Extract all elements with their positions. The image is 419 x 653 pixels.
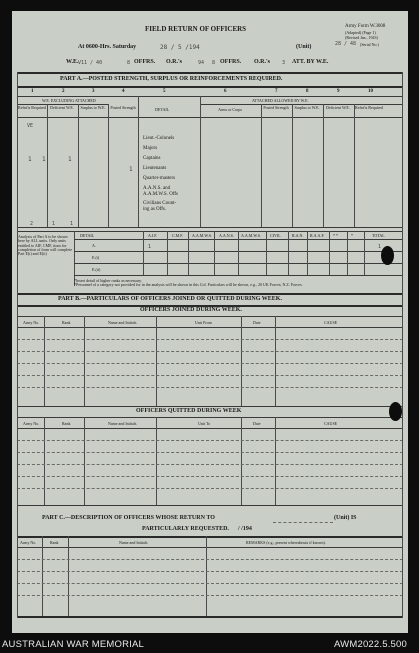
col-num-1: 1 [31,89,34,94]
joined-title: OFFICERS JOINED DURING WEEK. [140,307,242,313]
unit-label: (Unit) [296,44,312,50]
col-line [84,417,85,505]
col-line [238,231,239,275]
rule [17,96,403,97]
joined-col-unit: Unit From [195,320,212,325]
col-num-2: 2 [62,89,65,94]
col-num-7: 7 [275,89,278,94]
partc-col-rank: Rank [50,540,59,545]
col-line [329,231,330,275]
or-label: O.R.'s [166,59,183,65]
analysis-note: Analysis of Part A to be shown here by ALL units. Only units entitled to AIF, CMF, tions for completion of form will complete Part E(i) and E(ii) [18,234,72,257]
col-line [138,96,139,228]
col-line [188,231,189,275]
col-line [241,316,242,406]
or-value: 94 [198,60,205,66]
or2-value: 3 [282,60,286,66]
form-sheet [12,11,408,633]
analysis-row-a: A. [92,243,96,248]
rule [17,547,403,548]
row-line [17,339,403,340]
rule [17,505,403,506]
analysis-row-ei: E.(i) [92,255,100,260]
footnote-2: *Personnel of a category not provided for in the analysis will be shown in this Col. Particulars will be shown, e.g., 20 UK Forces; N.Z. Forces. [74,282,303,287]
joined-col-name: Name and Initials [108,320,137,325]
serial-value: 28 / 48 [335,41,357,47]
serial-label: (Serial No.) [360,42,379,47]
analysis-head-civil: CIVIL [270,233,281,238]
row-line [17,595,403,596]
col-num-3: 3 [92,89,95,94]
rule [17,293,403,295]
unit-blank[interactable] [273,522,333,523]
col-line [206,536,207,617]
hand-one-c: 1 [68,156,72,163]
quitted-col-rank: Rank [62,421,71,426]
at-line: At 0600-Hrs. Saturday [78,44,137,50]
or2-label: O.R.'s [254,59,271,65]
rule [17,616,403,618]
row-line [17,476,403,477]
quitted-col-name: Name and Initials [108,421,137,426]
archive-credit: AUSTRALIAN WAR MEMORIAL [2,639,145,650]
joined-col-rank: Rank [62,320,71,325]
quitted-col-date: Date [253,421,261,426]
col10-head: Refnt'ts Required [355,105,383,110]
row-line [17,440,403,441]
hand-tot-1: 2 [30,221,34,227]
rule [17,227,403,228]
col9-head: Deficient W.E. [326,105,350,110]
col4-head: Posted Strength [110,105,136,110]
col-line [200,96,201,228]
col-line [167,231,168,275]
col-line [364,231,365,275]
rule [17,536,403,538]
punch-hole [381,246,394,265]
footnote-1: *Insert detail of higher ranks as necessary. [74,278,142,283]
rule [17,327,403,328]
row-line [17,375,403,376]
col-line [68,536,69,617]
rule [17,117,403,118]
punch-hole [389,402,402,421]
hand-one-a: 1 [28,156,32,163]
col-line [44,417,45,505]
col-line [156,316,157,406]
col-line [323,104,324,228]
partc-col-army: Army No. [20,540,37,545]
analysis-head-aamws: A.A.M.W.S. [192,233,212,238]
we-excl-label: W.E. EXCLUDING ATTACHED [42,98,96,103]
col-line [275,316,276,406]
row-line [17,363,403,364]
col-line [354,104,355,228]
rule [74,275,403,276]
part-c-unit-is: (Unit) IS [334,515,357,521]
col-num-5: 5 [163,89,166,94]
analysis-head-total: TOTAL [372,233,385,238]
quitted-col-cause: CAUSE [324,421,338,426]
row-line [17,452,403,453]
analysis-head-aif: A.I.F. [148,233,158,238]
rule [17,86,403,88]
rank-aamws: A.A.M.W.S. Offs [143,192,179,197]
rank-qm: Quarter-masters [143,176,176,181]
hand-one-d: 1 [129,166,133,173]
col7-head: Posted Strength [263,105,289,110]
detail-label: DETAIL [155,107,170,112]
part-c-date: / /194 [238,526,252,532]
rank-majors: Majors [143,146,158,151]
rank-lieutenants: Lieutenants [143,166,167,171]
col-line [47,104,48,228]
part-a-title: PART A.—POSTED STRENGTH, SURPLUS OR REINFORCEMENTS REQUIRED. [60,76,283,82]
part-c-particularly: PARTICULARLY REQUESTED. [142,526,229,532]
col8-head: Surplus to W.E. [294,105,320,110]
offrs2-label: OFFRS. [220,59,242,65]
col-num-4: 4 [122,89,125,94]
col-line [261,104,262,228]
col-line [307,231,308,275]
analysis-head-aamws2: A.A.M.W.S. [241,233,261,238]
form-revised: (Revised Jan., 1943) [345,35,378,40]
col-line [44,316,45,406]
form-number: Army Form W.3008 [345,24,386,29]
frame-right [402,72,403,618]
we-label: W.E. [66,59,79,65]
analysis-row-eii: E.(ii) [92,267,101,272]
analysis-head-star2: * * [333,233,338,238]
rule [17,316,403,317]
row-line [17,464,403,465]
rule [17,406,403,407]
row-line [17,583,403,584]
archive-id: AWM2022.5.500 [334,639,408,650]
joined-col-date: Date [253,320,261,325]
col2-head: Deficient W.E. [50,105,74,110]
offrs-value: 8 [127,60,131,66]
form-adapted: (Adapted) (Page 1) [345,30,376,35]
col-num-9: 9 [337,89,340,94]
rank-lt-col: Lieut.-Colonels [143,136,175,141]
offrs-label: OFFRS. [134,59,156,65]
at-date: 28 / 5 /194 [160,44,200,51]
partc-col-name: Name and Initials [119,540,148,545]
part-c-title: PART C.—DESCRIPTION OF OFFICERS WHOSE RETURN TO [42,515,215,521]
rule [17,417,403,418]
analysis-head-detail: DETAIL [80,233,95,238]
analysis-head-star: * [351,233,353,238]
hand-one-b: 1 [42,156,46,163]
col-num-8: 8 [306,89,309,94]
col-line [78,104,79,228]
we-value: V11 / 40 [78,60,103,66]
col-line [288,231,289,275]
col3-head: Surplus to W.E. [80,105,106,110]
col-line [143,231,144,275]
hand-tot-2: 1 [52,221,56,227]
col1-head: Refnt'ts Required [18,105,46,110]
row-line [17,559,403,560]
analysis-head-ran: R.A.N. [292,233,304,238]
offrs2-value: 8 [212,60,216,66]
col-line [108,104,109,228]
analysis-head-aans: A.A.N.S. [219,233,234,238]
col-line [292,104,293,228]
col-line [347,231,348,275]
rank-civilians: Civilians Count- [143,201,177,206]
col-line [214,231,215,275]
col-line [275,417,276,505]
rule [17,72,403,74]
row-line [17,387,403,388]
col-num-6: 6 [224,89,227,94]
rank-civilians-2: ing as Offs. [143,207,167,212]
form-title: FIELD RETURN OF OFFICERS [145,25,247,33]
row-line [17,488,403,489]
analysis-val-total: 1 [378,244,382,250]
part-b-title: PART B.—PARTICULARS OF OFFICERS JOINED OR QUITTED DURING WEEK. [58,296,282,302]
col-line [42,536,43,617]
analysis-head-cmf: C.M.F. [172,233,184,238]
col-num-10: 10 [368,89,373,94]
rank-aans: A.A.N.S. and [143,186,171,191]
quitted-col-army: Army No. [23,421,40,426]
analysis-val-aif: 1 [148,244,152,250]
partc-col-remarks: REMARKS (e.g., present whereabouts if known). [246,540,326,545]
col-line [241,417,242,505]
rule [17,428,403,429]
col-line [266,231,267,275]
row-line [17,571,403,572]
col-line [156,417,157,505]
col-line [84,316,85,406]
analysis-head-raaf: R.A.A.F. [310,233,325,238]
att-label: ATT. BY W.E. [292,59,329,65]
frame-left [17,72,18,618]
col6-head: Arms or Corps [218,107,242,112]
rank-captains: Captains [143,156,161,161]
hand-ve: VE [27,123,34,129]
quitted-title: OFFICERS QUITTED DURING WEEK [136,408,242,414]
joined-col-army: Army No. [23,320,40,325]
quitted-col-unit: Unit To [198,421,211,426]
joined-col-cause: CAUSE [324,320,338,325]
row-line [17,351,403,352]
attached-label: ATTACHED ALLOWED BY W.E. [252,98,309,103]
hand-tot-3: 1 [70,221,74,227]
